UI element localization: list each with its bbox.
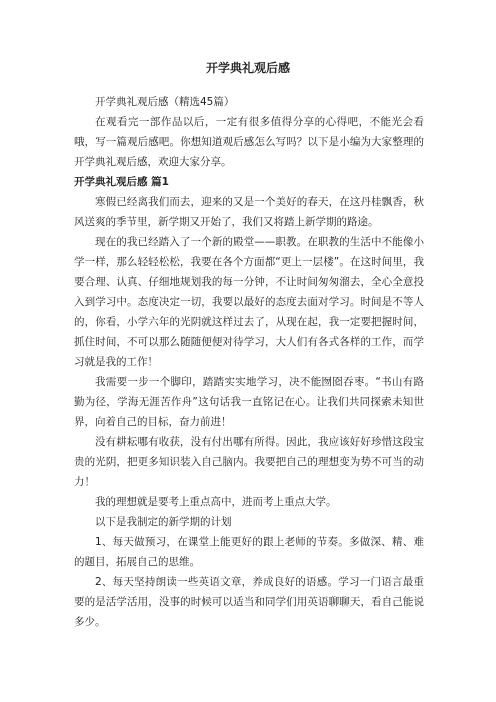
section-heading: 开学典礼观后感 篇1 [74, 176, 169, 188]
body-paragraph: 我需要一步一个脚印，踏踏实实地学习，决不能囫囵吞枣。“书山有路勤为径，学海无涯苦作舟”这句话我一直铭记在心。让我们共同探索未知世界，向着自己的目标，奋力前进！ [74, 376, 424, 428]
intro-paragraph: 在观看完一部作品以后，一定有很多值得分享的心得吧，不能光会看哦，写一篇观后感吧。你想知道观后感怎么写吗？以下是小编为大家整理的开学典礼观后感，欢迎大家分享。 [74, 116, 424, 168]
document-title: 开学典礼观后感 [205, 61, 290, 75]
document-body [74, 92, 424, 632]
body-paragraph: 寒假已经离我们而去，迎来的又是一个美好的春天，在这丹桂飘香，秋风送爽的季节里，新学期又开始了，我们又将踏上新学期的路途。 [74, 196, 424, 228]
plan-item: 1、每天做预习，在课堂上能更好的跟上老师的节奏。多做深、精、难的题目，拓展自己的思维。 [74, 536, 424, 568]
plan-item: 2、每天坚持朗读一些英语文章，养成良好的语感。学习一门语言最重要的是活学活用，没事的时候可以适当和同学们用英语聊聊天，看自己能说多少。 [74, 576, 424, 628]
intro-subtitle: 开学典礼观后感（精选45篇） [95, 96, 235, 108]
body-paragraph: 没有耕耘哪有收获，没有付出哪有所得。因此，我应该好好珍惜这段宝贵的光阴，把更多知识装入自己脑内。我要把自己的理想变为势不可当的动力！ [74, 436, 424, 488]
body-paragraph: 我的理想就是要考上重点高中，进而考上重点大学。 [95, 496, 337, 508]
body-paragraph: 现在的我已经踏入了一个新的殿堂——职教。在职教的生活中不能像小学一样，那么轻轻松松，我要在各个方面都“更上一层楼”。在这时间里，我要合理、认真、仔细地规划我的每一分钟，不让时间匆匆溜去，全心全意投入到学习中。态度决定一切，我要以最好的态度去面对学习。时间是不等人的，你看，小学六年的光阴就这样过去了，从现在起，我一定要把握时间，抓住时间，不可以那么随随便便对待学习，大人们有各式各样的工作，而学习就是我的工作！ [74, 236, 424, 368]
body-paragraph: 以下是我制定的新学期的计划 [95, 516, 232, 528]
